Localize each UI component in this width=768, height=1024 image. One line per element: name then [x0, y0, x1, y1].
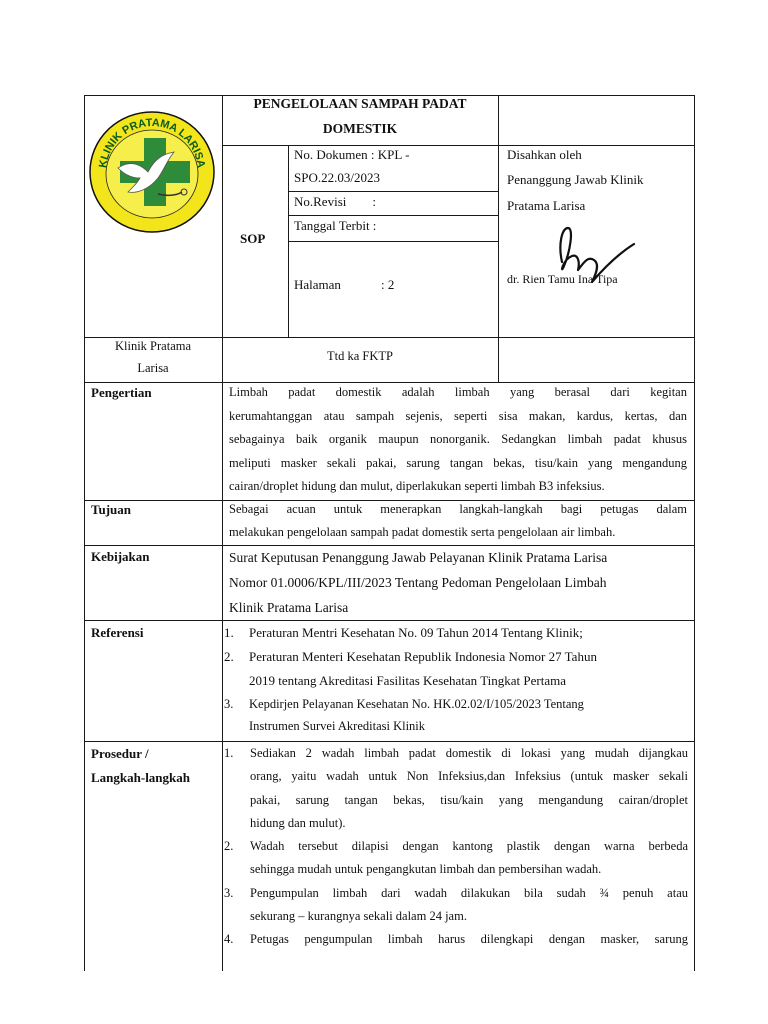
- referensi-list: [224, 621, 690, 737]
- prosedur-label-line-2: Langkah-langkah: [91, 770, 190, 785]
- referensi-item: [224, 621, 690, 645]
- prosedur-label-line-1: Prosedur /: [91, 746, 149, 761]
- pengertian-line: cairan/droplet hidung dan mulut, diperlakukan seperti limbah B3 infeksius.: [229, 479, 605, 493]
- prosedur-line: Sediakan 2 wadah limbah padat domestik di lokasi yang mudah dijangkau: [250, 746, 688, 760]
- referensi-item: [224, 693, 690, 737]
- prosedur-item: [224, 742, 688, 835]
- disahkan-line-1: Disahkan oleh: [507, 147, 582, 162]
- pengertian-line: meliputi masker sekali pakai, sarung tangan bekas, tisu/kain yang mengandung: [229, 455, 687, 470]
- list-number: 1.: [224, 625, 234, 640]
- tanggal-terbit: Tanggal Terbit :: [294, 218, 377, 233]
- kebijakan-line: Surat Keputusan Penanggung Jawab Pelayanan Klinik Pratama Larisa: [229, 550, 608, 565]
- pengertian-text: [229, 381, 687, 499]
- tujuan-text: [229, 498, 687, 544]
- doc-title-line-1: PENGELOLAAN SAMPAH PADAT: [253, 96, 467, 111]
- prosedur-line: Wadah tersebut dilapisi dengan kantong plastik dengan warna berbeda: [250, 839, 688, 854]
- kebijakan-line: Nomor 01.0006/KPL/III/2023 Tentang Pedoman Pengelolaan Limbah: [229, 575, 607, 590]
- referensi-line: Peraturan Menteri Kesehatan Republik Indonesia Nomor 27 Tahun: [249, 649, 597, 664]
- kebijakan-line: Klinik Pratama Larisa: [229, 600, 349, 615]
- halaman-value: : 2: [381, 277, 395, 292]
- referensi-line: 2019 tentang Akreditasi Fasilitas Kesehatan Tingkat Pertama: [249, 673, 567, 688]
- prosedur-line: sehingga mudah untuk pengangkutan limbah dan pembersihan wadah.: [250, 862, 602, 877]
- pengertian-line: sebagainya baik organik maupun nonorganik. Sedangkan limbah padat khusus: [229, 432, 687, 446]
- list-number: 2.: [224, 649, 234, 664]
- signer-name: dr. Rien Tamu Ina Tipa: [507, 272, 618, 286]
- no-dokumen-line-2: SPO.22.03/2023: [294, 170, 380, 185]
- klinik-name-line-1: Klinik Pratama: [114, 339, 192, 353]
- svg-text:KLINIK PRATAMA LARISA: KLINIK PRATAMA LARISA: [97, 116, 207, 169]
- prosedur-item: [224, 882, 688, 929]
- list-number: 4.: [224, 932, 234, 947]
- pengertian-line: kerumahtanggan atau sampah sejenis, seperti sisa makan, kardus, kertas, dan: [229, 408, 687, 423]
- klinik-name-line-2: Larisa: [137, 361, 169, 375]
- list-number: 2.: [224, 839, 234, 854]
- prosedur-line: Pengumpulan limbah dari wadah dilakukan bila sudah ¾ penuh atau: [250, 885, 688, 900]
- pengertian-line: Limbah padat domestik adalah limbah yang berasal dari kegitan: [229, 385, 687, 399]
- sop-label: SOP: [240, 231, 266, 246]
- ttd-ka-fktp: Ttd ka FKTP: [327, 349, 393, 363]
- disahkan-line-2: Penanggung Jawab Klinik: [507, 172, 644, 187]
- no-revisi: No.Revisi :: [294, 194, 376, 209]
- prosedur-line: sekurang – kurangnya sekali dalam 24 jam.: [250, 909, 467, 924]
- no-dokumen-line-1: No. Dokumen : KPL -: [294, 147, 410, 162]
- prosedur-list: [224, 742, 688, 952]
- tujuan-line: Sebagai acuan untuk menerapkan langkah-langkah bagi petugas dalam: [229, 502, 687, 516]
- pengertian-label: Pengertian: [91, 385, 152, 400]
- referensi-item: [224, 645, 690, 693]
- clinic-logo: [88, 108, 216, 236]
- referensi-line: Kepdirjen Pelayanan Kesehatan No. HK.02.02/I/105/2023 Tentang: [249, 697, 584, 711]
- disahkan-line-3: Pratama Larisa: [507, 198, 586, 213]
- list-number: 3.: [224, 885, 234, 900]
- prosedur-item: [224, 928, 688, 951]
- halaman-label: Halaman: [294, 277, 341, 292]
- doc-title-line-2: DOMESTIK: [322, 121, 398, 136]
- prosedur-item: [224, 835, 688, 882]
- list-number: 1.: [224, 746, 234, 760]
- referensi-label: Referensi: [91, 625, 144, 640]
- referensi-line: Peraturan Mentri Kesehatan No. 09 Tahun 2014 Tentang Klinik;: [249, 625, 583, 640]
- prosedur-line: Petugas pengumpulan limbah harus dilengkapi dengan masker, sarung: [250, 932, 688, 947]
- prosedur-line: orang, yaitu wadah untuk Non Infeksius,dan Infeksius (untuk masker sekali: [250, 769, 688, 784]
- kebijakan-text: [229, 545, 687, 620]
- kebijakan-label: Kebijakan: [91, 549, 150, 564]
- tujuan-line: melakukan pengelolaan sampah padat domestik serta pengelolaan air limbah.: [229, 525, 616, 539]
- list-number: 3.: [224, 697, 234, 711]
- referensi-line: Instrumen Survei Akreditasi Klinik: [249, 719, 426, 733]
- prosedur-line: hidung dan mulut).: [250, 815, 346, 830]
- tujuan-label: Tujuan: [91, 502, 131, 517]
- prosedur-line: pakai, sarung tangan bekas, tisu/kain yang mengandung cairan/droplet: [250, 792, 688, 807]
